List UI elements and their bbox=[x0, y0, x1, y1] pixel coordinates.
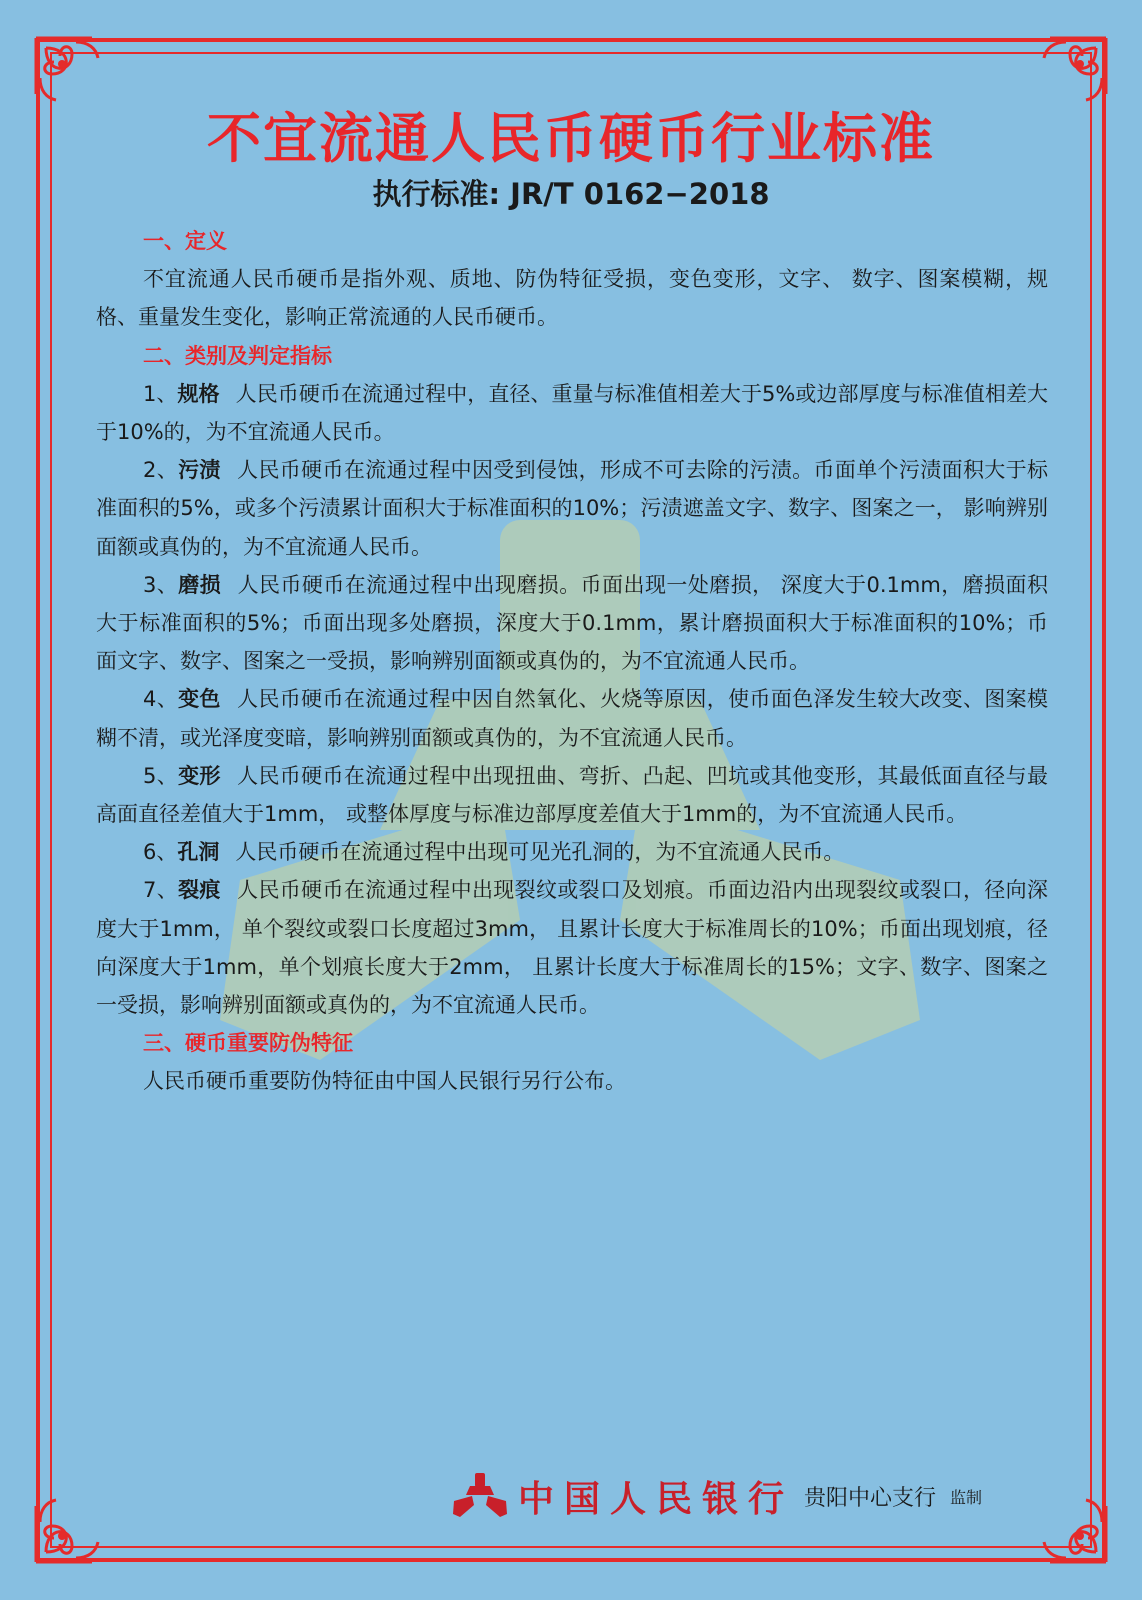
criterion-item bbox=[96, 375, 1048, 451]
corner-ornament-bottom-right bbox=[1018, 1474, 1110, 1566]
corner-ornament-bottom-left bbox=[32, 1474, 124, 1566]
item-term: 裂痕 bbox=[178, 878, 221, 903]
item-text: 人民币硬币在流通过程中因受到侵蚀，形成不可去除的污渍。币面单个污渍面积大于标准面积的5%，或多个污渍累计面积大于标准面积的10%；污渍遮盖文字、数字、图案之一， 影响辨别面额或真伪的，为不宜流通人民币。 bbox=[96, 458, 1048, 559]
criterion-item bbox=[96, 757, 1048, 833]
bank-logo-icon bbox=[452, 1471, 508, 1521]
item-term: 污渍 bbox=[178, 458, 221, 483]
criterion-item bbox=[96, 833, 1048, 871]
item-term: 变形 bbox=[178, 763, 221, 788]
item-number: 5、 bbox=[143, 763, 179, 788]
item-text: 人民币硬币在流通过程中出现可见光孔洞的，为不宜流通人民币。 bbox=[235, 840, 845, 865]
item-number: 6、 bbox=[143, 840, 178, 865]
footer bbox=[452, 1468, 982, 1524]
item-number: 2、 bbox=[143, 458, 179, 483]
item-term: 规格 bbox=[177, 381, 220, 406]
content-body bbox=[96, 222, 1048, 1101]
standard-number: 执行标准: JR/T 0162−2018 bbox=[372, 177, 770, 211]
item-text: 人民币硬币在流通过程中因自然氧化、火烧等原因，使币面色泽发生较大改变、图案模糊不清，或光泽度变暗，影响辨别面额或真伪的，为不宜流通人民币。 bbox=[96, 687, 1048, 750]
definition-paragraph: 不宜流通人民币硬币是指外观、质地、防伪特征受损，变色变形，文字、 数字、图案模糊，规格、重量发生变化，影响正常流通的人民币硬币。 bbox=[96, 267, 1048, 330]
item-number: 1、 bbox=[143, 381, 178, 406]
item-text: 人民币硬币在流通过程中，直径、重量与标准值相差大于5%或边部厚度与标准值相差大于10%的，为不宜流通人民币。 bbox=[96, 381, 1049, 445]
item-text: 人民币硬币在流通过程中出现扭曲、弯折、凸起、凹坑或其他变形，其最低面直径与最高面直径差值大于1mm， 或整体厚度与标准边部厚度差值大于1mm的，为不宜流通人民币。 bbox=[96, 763, 1048, 827]
criterion-item bbox=[96, 871, 1048, 1024]
section-heading: 三、硬币重要防伪特征 bbox=[143, 1031, 353, 1056]
item-text: 人民币硬币在流通过程中出现裂纹或裂口及划痕。币面边沿内出现裂纹或裂口，径向深度大于1mm， 单个裂纹或裂口长度超过3mm， 且累计长度大于标准周长的10%；币面出现划痕，径向深度大于1mm，单个划痕长度大于2mm， 且累计长度大于标准周长的15%；文字、数字、图案之一受损，影响辨别面额或真伪的，为不宜流通人民币。 bbox=[96, 878, 1048, 1018]
item-term: 磨损 bbox=[178, 572, 222, 597]
item-term: 孔洞 bbox=[177, 840, 220, 865]
item-number: 3、 bbox=[143, 572, 179, 597]
criterion-item bbox=[96, 451, 1048, 566]
criterion-item bbox=[96, 566, 1048, 681]
item-number: 4、 bbox=[143, 687, 179, 712]
criterion-item bbox=[96, 680, 1048, 756]
item-number: 7、 bbox=[143, 878, 179, 903]
security-features-paragraph: 人民币硬币重要防伪特征由中国人民银行另行公布。 bbox=[143, 1069, 626, 1094]
supervise-label: 监制 bbox=[950, 1487, 983, 1507]
item-term: 变色 bbox=[178, 687, 221, 712]
bank-name: 中国人民银行 bbox=[518, 1477, 795, 1520]
page-title: 不宜流通人民币硬币行业标准 bbox=[207, 107, 935, 170]
branch-name: 贵阳中心支行 bbox=[804, 1485, 937, 1511]
section-heading: 一、定义 bbox=[143, 229, 227, 253]
section-heading: 二、类别及判定指标 bbox=[143, 343, 332, 368]
item-text: 人民币硬币在流通过程中出现磨损。币面出现一处磨损， 深度大于0.1mm，磨损面积大于标准面积的5%；币面出现多处磨损，深度大于0.1mm，累计磨损面积大于标准面积的10%；币面文字、数字、图案之一受损，影响辨别面额或真伪的，为不宜流通人民币。 bbox=[96, 572, 1048, 674]
